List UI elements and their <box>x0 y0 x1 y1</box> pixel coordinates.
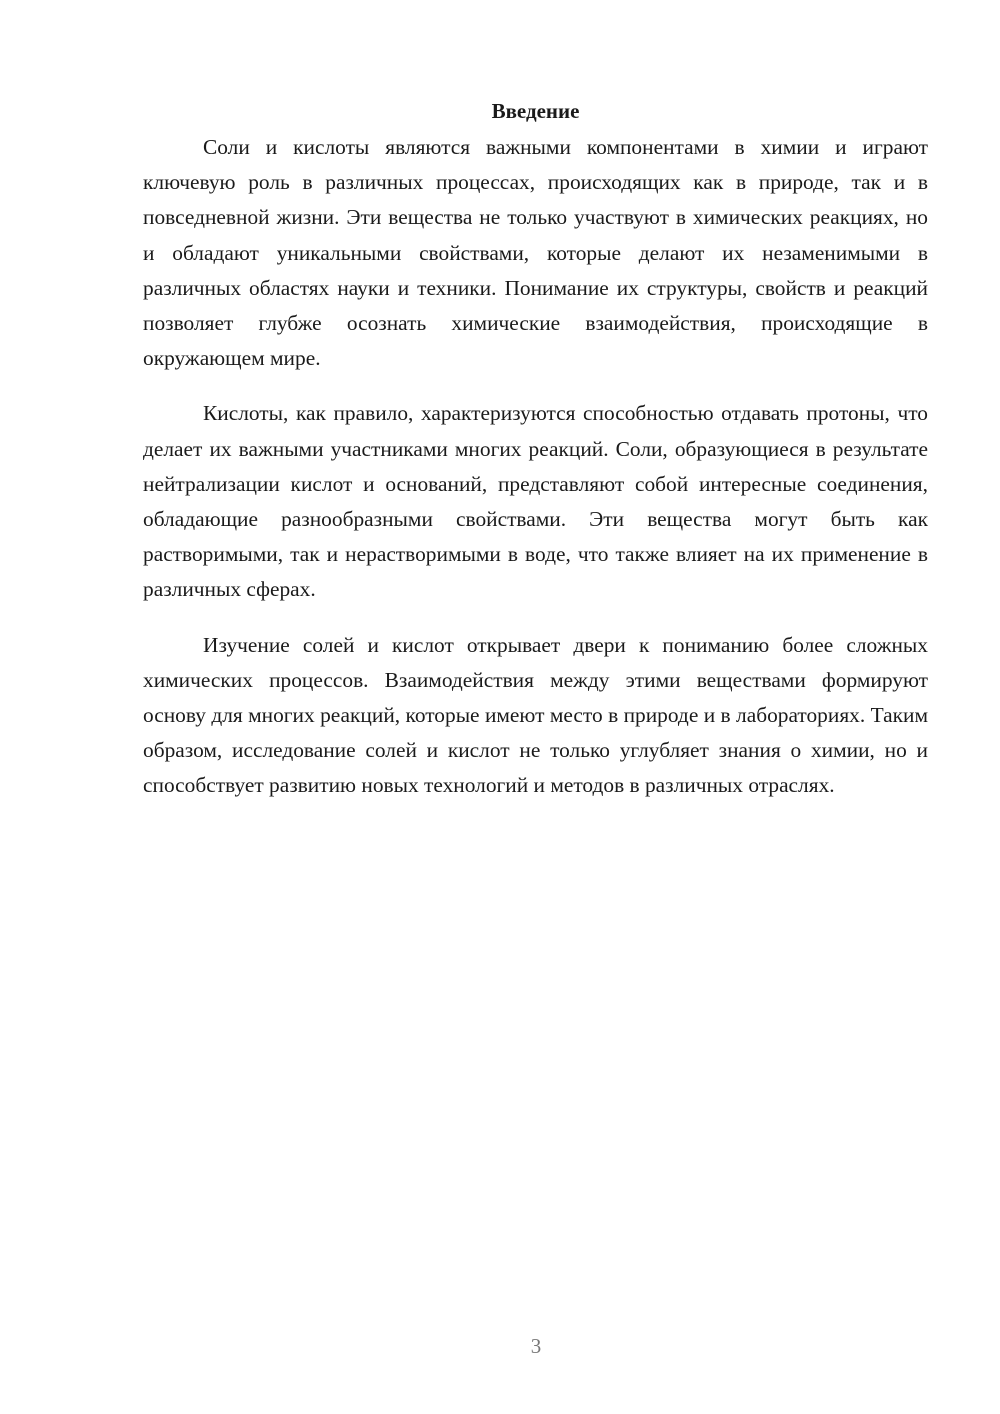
paragraph-2: Кислоты, как правило, характеризуются способностью отдавать протоны, что делает их важными участниками многих реакций. Соли, образующиеся в результате нейтрализации кислот и оснований, представляют собой интересные соединения, обладающие разнообразными свойствами. Эти вещества могут быть как растворимыми, так и нерастворимыми в воде, что также влияет на их применение в различных сферах. <box>143 401 928 602</box>
page-number: 3 <box>530 1334 542 1358</box>
paragraph-1: Соли и кислоты являются важными компонентами в химии и играют ключевую роль в различных процессах, происходящих как в природе, так и в повседневной жизни. Эти вещества не только участвуют в химических реакциях, но и обладают уникальными свойствами, которые делают их незаменимыми в различных областях науки и техники. Понимание их структуры, свойств и реакций позволяет глубже осознать химические взаимодействия, происходящие в окружающем мире. <box>143 135 928 371</box>
section-title: Введение <box>491 99 580 123</box>
page-content <box>143 95 928 824</box>
paragraph-3: Изучение солей и кислот открывает двери к пониманию более сложных химических процессов. Взаимодействия между этими веществами формируют основу для многих реакций, которые имеют место в природе и в лабораториях. Таким образом, исследование солей и кислот не только углубляет знания о химии, но и способствует развитию новых технологий и методов в различных отраслях. <box>143 632 928 798</box>
